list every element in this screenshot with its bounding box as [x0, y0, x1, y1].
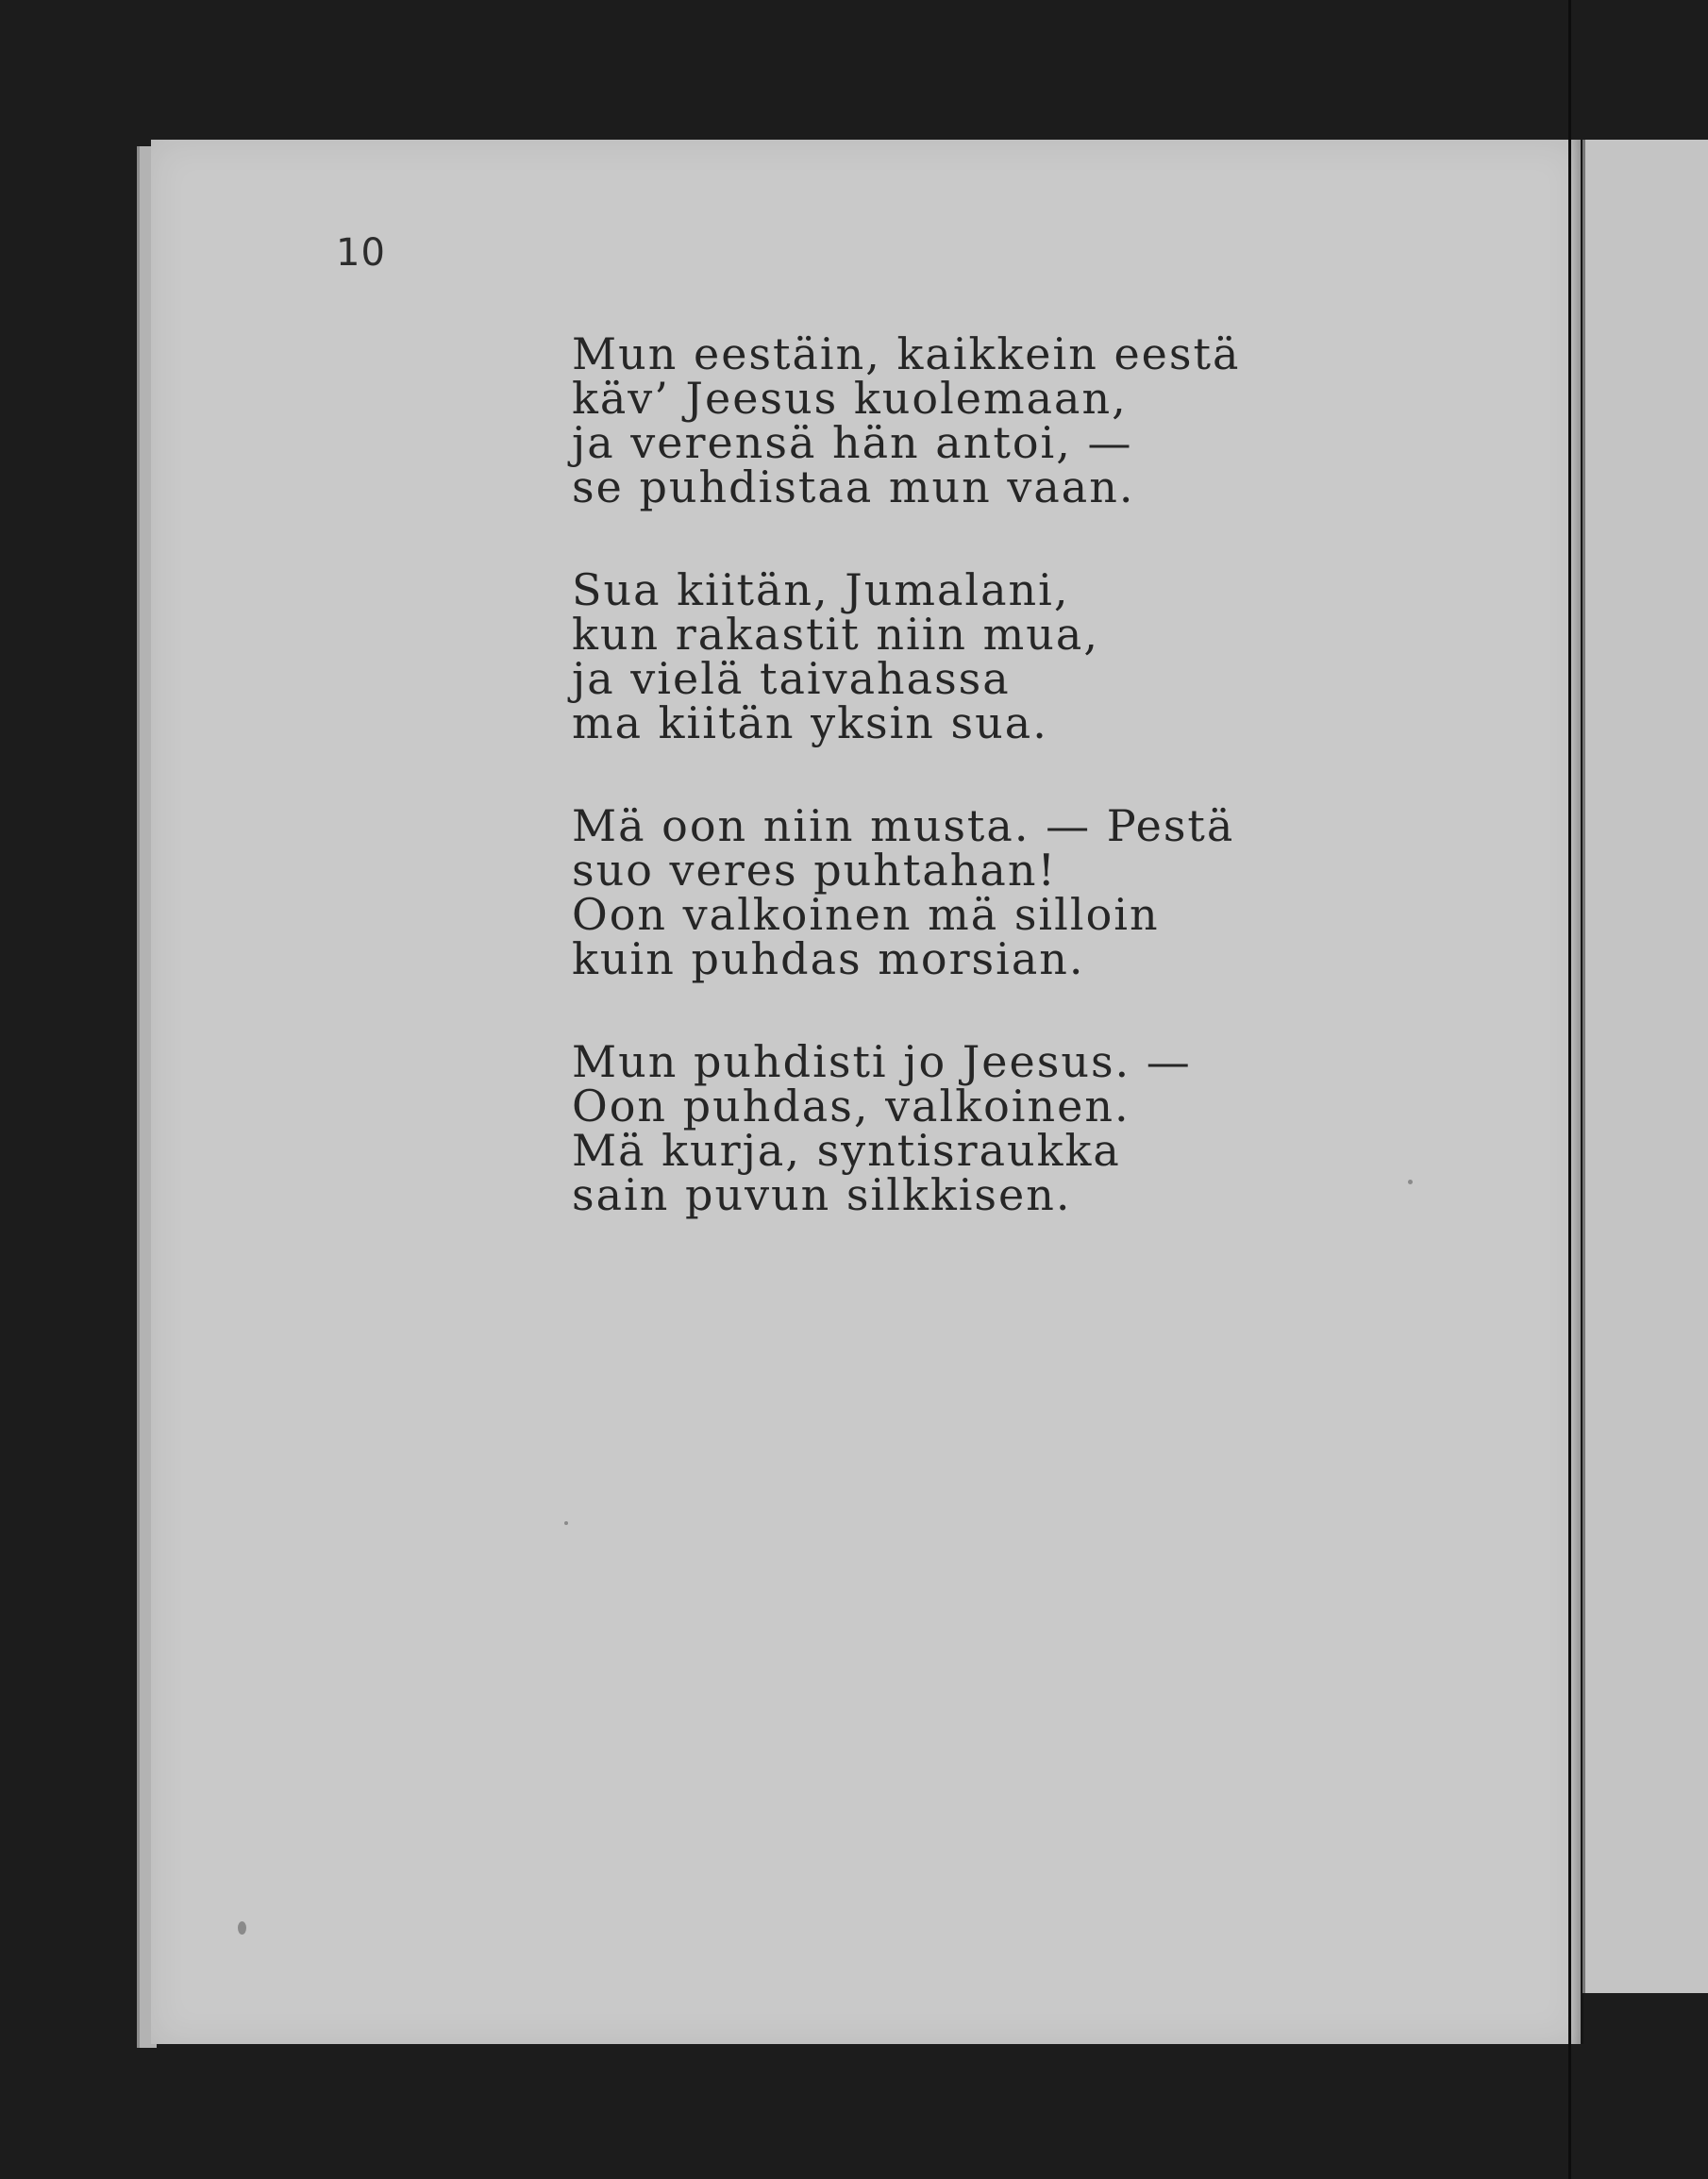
poem-line: Mä oon niin musta. — Pestä [572, 800, 1235, 851]
poem-line: Mä kurja, syntisraukka [572, 1125, 1121, 1176]
poem-line: Mun puhdisti jo Jeesus. — [572, 1036, 1192, 1087]
poem-line: sain puvun silkkisen. [572, 1169, 1072, 1220]
poem-line: Sua kiitän, Jumalani, [572, 564, 1070, 615]
poem-line: kun rakastit niin mua, [572, 609, 1099, 660]
poem-line: ja vielä taivahassa [572, 653, 1011, 704]
poem-line: Mun eestäin, kaikkein eestä [572, 328, 1241, 379]
poem-line: kuin puhdas morsian. [572, 933, 1085, 984]
stanza-1 [572, 328, 1241, 512]
poem-line: suo veres puhtahan! [572, 845, 1057, 896]
paper-speck [238, 1921, 246, 1935]
poem-line: käv’ Jeesus kuolemaan, [572, 373, 1128, 424]
poem [572, 328, 1241, 1276]
stanza-2 [572, 564, 1240, 748]
poem-line: ja verensä hän antoi, — [572, 417, 1133, 468]
right-page-fragment [1582, 140, 1708, 1993]
book-spine [1568, 0, 1571, 2179]
poem-line: Oon valkoinen mä silloin [572, 889, 1160, 940]
stanza-4 [572, 1036, 1240, 1220]
paper-speck [1408, 1180, 1413, 1184]
page-number: 10 [336, 231, 386, 275]
stanza-3 [572, 800, 1240, 984]
poem-line: Oon puhdas, valkoinen. [572, 1081, 1130, 1131]
poem-line: ma kiitän yksin sua. [572, 697, 1048, 748]
paper-speck [564, 1521, 568, 1525]
poem-line: se puhdistaa mun vaan. [572, 461, 1135, 512]
